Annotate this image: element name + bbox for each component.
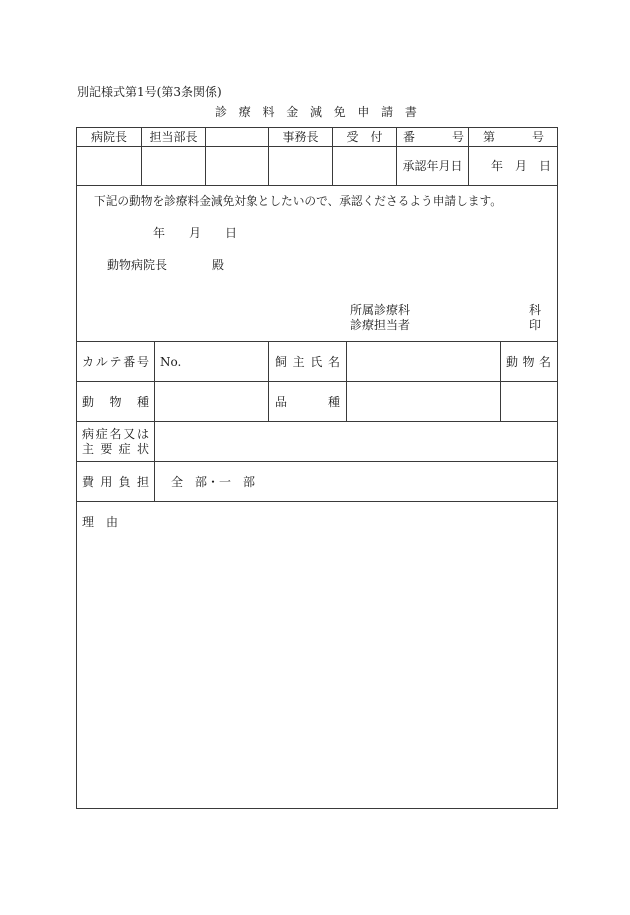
owner-name-value-cell [346,341,501,382]
header-cell-department-head [141,127,206,147]
label-glyph: 療 [238,105,251,119]
seal-mark: 印 [529,318,542,332]
breed-label-cell [268,381,347,422]
seal-cell-department-head [141,146,206,186]
label-glyph: 症 [118,442,131,456]
label-glyph: 名 [327,354,340,369]
approval-date-value: 年 月 日 [490,159,551,173]
label-glyph: 要 [100,442,113,456]
chart-number-label [82,356,149,368]
disease-label-line1 [82,428,149,440]
label-glyph: 飼 [275,354,288,369]
breed-value-cell [346,381,501,422]
disease-label-cell [76,421,155,462]
number-label [403,131,464,143]
label-glyph: 減 [309,105,322,119]
label-glyph: 番 [123,354,136,369]
cost-options-cell [154,461,558,502]
label-glyph: 名 [538,354,551,369]
seal-cell-hospital-director [76,146,142,186]
label-glyph: 書 [404,105,417,119]
label-glyph: カ [82,354,95,369]
seal-cell-office-manager [268,146,333,186]
header-cell-number-value [468,127,558,147]
reason-section [76,501,558,809]
label-glyph: 免 [333,105,346,119]
seal-cell-blank [205,146,269,186]
cost-label [82,476,149,488]
label-glyph: 費 [82,474,95,489]
request-section [76,185,558,342]
addressee: 動物病院長 [107,258,168,272]
label-glyph: 病 [82,427,95,441]
label-glyph: 診 [215,105,228,119]
label-glyph: 種 [327,394,340,409]
animal-name-label [506,356,551,368]
cost-options: 全 部・一 部 [171,474,256,489]
department-head-label: 担当部長 [149,130,198,144]
label-glyph: 動 [82,394,95,409]
label-glyph: 請 [381,105,394,119]
animal-name-value-cell [500,381,558,422]
label-glyph: 又 [123,427,136,441]
label-glyph: 症 [95,427,108,441]
label-glyph: 品 [275,394,288,409]
label-glyph: 氏 [310,354,323,369]
label-glyph: は [136,427,149,441]
label-glyph: 番 [403,130,416,144]
hospital-director-label: 病院長 [90,130,127,144]
label-glyph: 申 [357,105,370,119]
reception-label: 受 付 [346,130,383,144]
species-label-cell [76,381,155,422]
number-value [483,131,544,143]
owner-name-label [275,356,340,368]
addressee-honorific: 殿 [212,258,225,272]
label-glyph: 状 [136,442,149,456]
header-cell-reception [332,127,397,147]
label-glyph: 担 [136,474,149,489]
label-glyph: テ [109,354,122,369]
label-glyph: 第 [483,130,496,144]
species-value-cell [154,381,269,422]
header-cell-blank [205,127,269,147]
chart-number-label-cell [76,341,155,382]
office-manager-label: 事務長 [282,130,319,144]
label-glyph: 号 [136,354,149,369]
header-cell-hospital-director [76,127,142,147]
label-glyph: 金 [286,105,299,119]
doctor-label: 診療担当者 [350,318,411,332]
label-glyph [516,131,528,143]
label-glyph [123,396,135,408]
label-glyph [436,131,448,143]
form-number: 別記様式第1号(第3条関係) [77,85,222,99]
department-label: 所属診療科 [350,303,411,317]
disease-value-cell [154,421,558,462]
header-cell-office-manager [268,127,333,147]
label-glyph [310,396,322,408]
chart-number-value-cell [154,341,269,382]
disease-label-line2 [82,443,149,455]
department-suffix: 科 [529,303,542,317]
label-glyph: 料 [262,105,275,119]
label-glyph: 号 [531,130,544,144]
request-date: 年 月 日 [153,226,238,240]
species-label [82,396,149,408]
label-glyph [293,396,305,408]
label-glyph: 名 [109,427,122,441]
label-glyph: 号 [451,130,464,144]
cost-label-cell [76,461,155,502]
label-glyph: 用 [100,474,113,489]
label-glyph: ル [95,354,108,369]
label-glyph: 物 [522,354,535,369]
header-cell-number-label [396,127,469,147]
disease-label [82,428,149,455]
approval-date-label: 承認年月日 [402,159,463,173]
chart-number-prefix: No. [160,354,182,369]
label-glyph: 主 [292,354,305,369]
approval-date-value-cell [468,146,558,186]
label-glyph [96,396,108,408]
form-title [215,106,417,118]
label-glyph: 動 [506,354,519,369]
label-glyph [419,131,431,143]
label-glyph: 物 [109,394,122,409]
reason-label: 理 由 [82,515,119,529]
approval-date-label-cell [396,146,469,186]
seal-cell-reception [332,146,397,186]
request-statement: 下記の動物を診療料金減免対象としたいので、承認くださるよう申請します。 [94,194,502,208]
label-glyph: 負 [118,474,131,489]
animal-name-label-cell [500,341,558,382]
breed-label [275,396,340,408]
label-glyph: 種 [136,394,149,409]
owner-name-label-cell [268,341,347,382]
label-glyph [499,131,511,143]
label-glyph: 主 [82,442,95,456]
